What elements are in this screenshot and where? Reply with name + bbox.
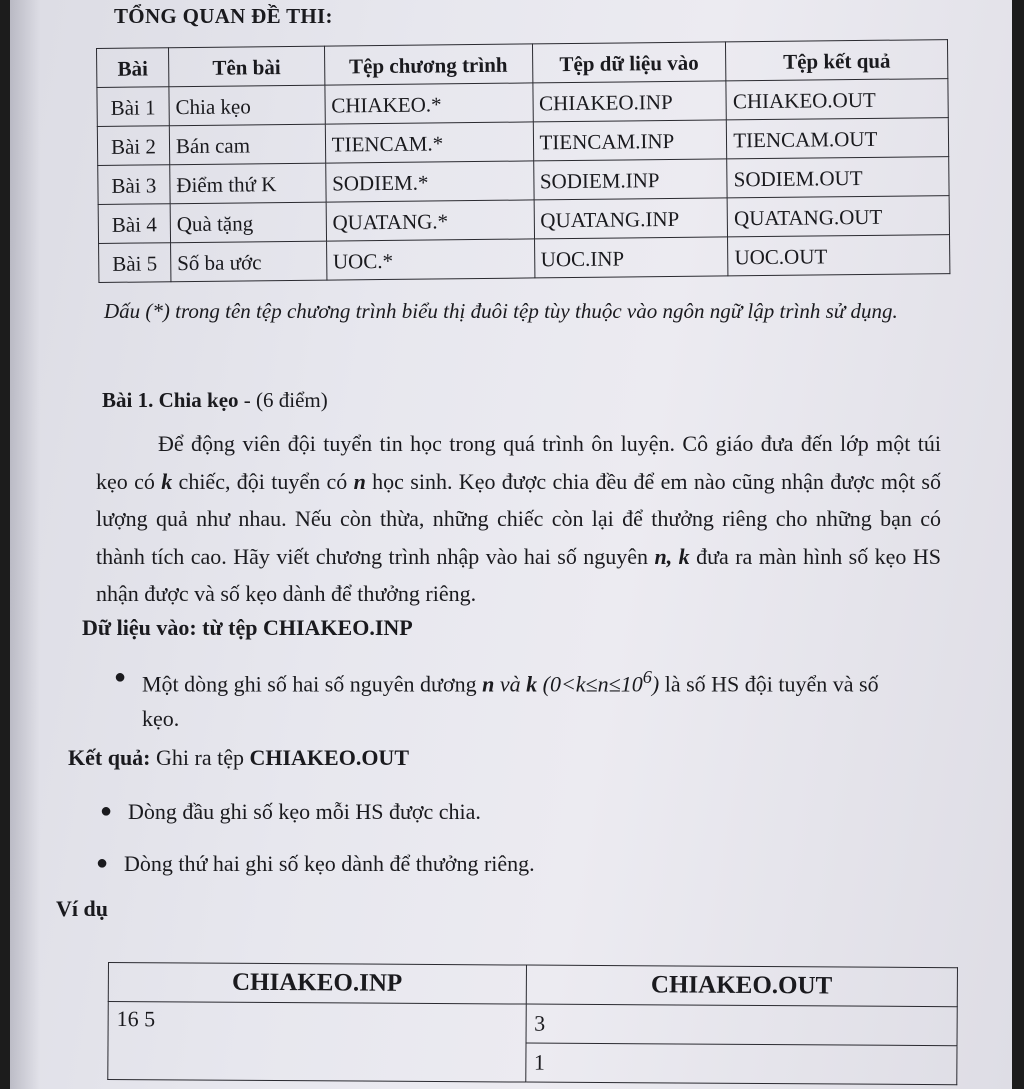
example-label: Ví dụ xyxy=(56,896,108,921)
overview-heading: TỔNG QUAN ĐỀ THI: xyxy=(114,4,333,28)
cell-tep-du-lieu-vao: UOC.INP xyxy=(534,237,728,278)
problem-1-title xyxy=(102,388,328,413)
header-tep-ket-qua: Tệp kết quả xyxy=(726,40,948,81)
cell-tep-chuong-trinh: CHIAKEO.* xyxy=(325,83,533,124)
output-file: CHIAKEO.OUT xyxy=(249,745,409,770)
file-extension-note: Dấu (*) trong tên tệp chương trình biểu thị đuôi tệp tùy thuộc vào ngôn ngữ lập trình sử dụng. xyxy=(104,299,898,323)
output-heading xyxy=(68,745,409,771)
header-ten-bai: Tên bài xyxy=(168,46,324,87)
statement-text: học sinh. Kẹo được chia đều để em nào cũng nhận được một số lượng quả như nhau. Nếu còn thừa, những chiếc còn lại để thưởng riêng cho những bạn có thành tích cao. Hãy viết chương trình nhập vào hai số nguyên xyxy=(96,468,941,569)
output-label: Kết quả: xyxy=(68,745,151,770)
header-bai: Bài xyxy=(97,48,169,88)
bullet-text: Dòng thứ hai ghi số kẹo dành để thưởng riêng. xyxy=(124,851,535,876)
example-table xyxy=(107,962,958,1085)
cell-tep-ket-qua: CHIAKEO.OUT xyxy=(726,79,948,120)
var-n-k: n, k xyxy=(654,543,690,569)
var-k: k xyxy=(526,671,538,697)
constraint: (0<k≤n≤10 xyxy=(537,671,643,697)
output-bullet xyxy=(100,794,481,829)
input-file: CHIAKEO.INP xyxy=(263,615,413,640)
cell-bai: Bài 3 xyxy=(98,165,170,205)
table-row xyxy=(108,1002,957,1046)
cell-tep-chuong-trinh: TIENCAM.* xyxy=(325,122,533,163)
problem-1-statement xyxy=(96,425,941,613)
example-output-line-2: 1 xyxy=(525,1043,957,1085)
bullet-icon: ● xyxy=(96,852,109,874)
input-label: Dữ liệu vào: xyxy=(82,615,197,640)
example-header-row xyxy=(108,963,957,1007)
example-header-output: CHIAKEO.OUT xyxy=(526,965,958,1007)
header-tep-du-lieu-vao: Tệp dữ liệu vào xyxy=(532,42,726,83)
page-shadow xyxy=(10,0,40,1089)
example-input-cell: 16 5 xyxy=(108,1002,526,1083)
constraint-close: ) xyxy=(651,671,660,697)
cell-bai: Bài 5 xyxy=(99,243,171,283)
example-output-line-1: 3 xyxy=(526,1004,958,1046)
document-page xyxy=(10,0,1012,1089)
cell-bai: Bài 1 xyxy=(97,87,169,127)
overview-table xyxy=(96,39,950,283)
problem-1-points: - (6 điểm) xyxy=(238,388,328,412)
var-n: n xyxy=(353,468,366,494)
cell-tep-ket-qua: QUATANG.OUT xyxy=(727,196,949,237)
cell-bai: Bài 4 xyxy=(98,204,170,244)
cell-ten-bai: Quà tặng xyxy=(170,202,326,243)
cell-tep-chuong-trinh: SODIEM.* xyxy=(325,161,533,202)
cell-tep-ket-qua: TIENCAM.OUT xyxy=(727,118,949,159)
input-bullet xyxy=(114,660,902,736)
cell-ten-bai: Chia kẹo xyxy=(169,85,325,126)
output-text: Ghi ra tệp xyxy=(150,745,250,770)
cell-ten-bai: Điểm thứ K xyxy=(170,163,326,204)
problem-1-title-bold: Bài 1. Chia kẹo xyxy=(102,388,239,412)
header-tep-chuong-trinh: Tệp chương trình xyxy=(324,44,532,85)
var-k: k xyxy=(161,468,173,494)
bullet-icon: ● xyxy=(114,666,127,688)
cell-ten-bai: Bán cam xyxy=(169,124,325,165)
cell-bai: Bài 2 xyxy=(97,126,169,166)
output-bullet xyxy=(96,846,535,881)
bullet-text: và xyxy=(494,671,527,697)
bullet-text: Một dòng ghi số hai số nguyên dương xyxy=(142,671,483,697)
cell-tep-ket-qua: SODIEM.OUT xyxy=(727,157,949,198)
input-heading xyxy=(82,615,413,641)
cell-tep-chuong-trinh: UOC.* xyxy=(326,239,534,280)
cell-tep-du-lieu-vao: QUATANG.INP xyxy=(534,198,728,239)
cell-tep-du-lieu-vao: SODIEM.INP xyxy=(533,159,727,200)
statement-text: đưa ra màn hình số kẹo HS nhận được và số kẹo dành để thưởng riêng. xyxy=(96,543,941,606)
input-text: từ tệp xyxy=(196,615,263,640)
example-header-input: CHIAKEO.INP xyxy=(108,963,526,1005)
var-n: n xyxy=(482,671,495,697)
bullet-text: là số HS đội tuyển và số kẹo. xyxy=(142,671,879,732)
bullet-text: Dòng đầu ghi số kẹo mỗi HS được chia. xyxy=(128,799,481,824)
cell-tep-ket-qua: UOC.OUT xyxy=(728,235,950,276)
constraint-exponent: 6 xyxy=(642,667,652,687)
bullet-icon: ● xyxy=(100,800,113,822)
cell-tep-chuong-trinh: QUATANG.* xyxy=(326,200,534,241)
statement-text: chiếc, đội tuyển có xyxy=(172,468,354,494)
cell-ten-bai: Số ba ước xyxy=(170,241,326,282)
statement-text: Để động viên đội tuyển tin học trong quá trình ôn luyện. Cô giáo đưa đến lớp một túi kẹo có xyxy=(96,431,941,494)
cell-tep-du-lieu-vao: CHIAKEO.INP xyxy=(532,81,726,122)
table-row xyxy=(99,235,950,283)
cell-tep-du-lieu-vao: TIENCAM.INP xyxy=(533,120,727,161)
